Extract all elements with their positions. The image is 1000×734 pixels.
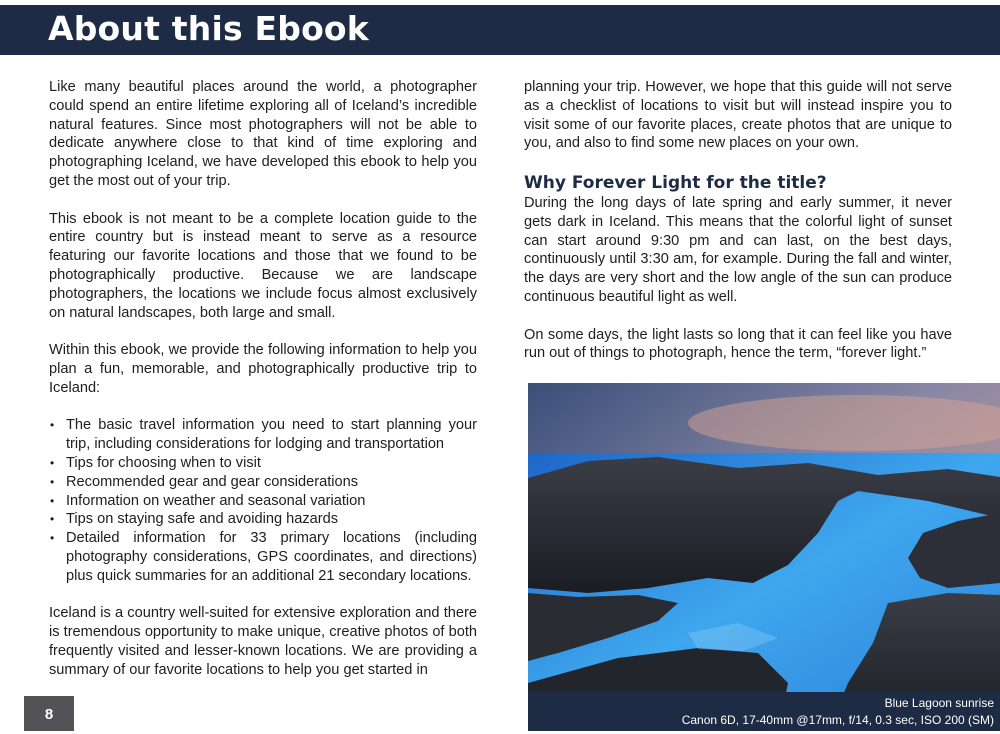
list-item: • The basic travel information you need to start planning your trip, including considerations for lodging and transportation: [49, 416, 477, 454]
paragraph: On some days, the light lasts so long that it can feel like you have run out of things to photograph, hence the term, “forever light.”: [524, 326, 952, 362]
list-item: • Information on weather and seasonal variation: [49, 492, 477, 511]
page-title: About this Ebook: [48, 9, 369, 48]
header-bar: [0, 5, 1000, 55]
paragraph: planning your trip. However, we hope that this guide will not serve as a checklist of locations to visit but will instead inspire you to visit some of our favorite places, create photos that are unique to you, and also to find some new places on your own.: [524, 79, 952, 152]
list-item: • Detailed information for 33 primary locations (including photography considerations, GPS coordinates, and directions) plus quick summaries for an additional 21 secondary locations.: [49, 529, 477, 585]
paragraph: Like many beautiful places around the world, a photographer could spend an entire lifetime exploring all of Iceland’s incredible natural features. Since most photographers will not be able to dedicate anywhere close to that kind of time exploring and photographing Iceland, we have developed this ebook to help you get the most out of your trip.: [49, 79, 477, 189]
paragraph: Within this ebook, we provide the following information to help you plan a fun, memorable, and photographically productive trip to Iceland:: [49, 342, 477, 396]
caption-details: Canon 6D, 17-40mm @17mm, f/14, 0.3 sec, ISO 200 (SM): [681, 713, 994, 727]
info-list: [49, 416, 477, 585]
caption-title: Blue Lagoon sunrise: [884, 696, 994, 710]
section-heading: Why Forever Light for the title?: [524, 172, 827, 193]
photo-caption: [528, 692, 1000, 731]
list-item: • Tips for choosing when to visit: [49, 454, 477, 473]
blue-lagoon-photo: [528, 383, 1000, 731]
paragraph: This ebook is not meant to be a complete location guide to the entire country but is instead meant to serve as a resource featuring our favorite locations and those that we found to be photographically productive. Because we are landscape photographers, the locations we include focus almost exclusively on natural landscapes, both large and small.: [49, 210, 477, 321]
paragraph: Iceland is a country well-suited for extensive exploration and there is tremendous opportunity to make unique, creative photos of both frequently visited and lesser-known locations. We are providing a summary of our favorite locations to help you get started in: [49, 605, 477, 678]
page-number: 8: [24, 696, 74, 731]
right-column: [524, 78, 952, 363]
left-column: [49, 78, 477, 680]
list-item: • Recommended gear and gear considerations: [49, 473, 477, 492]
list-item: • Tips on staying safe and avoiding hazards: [49, 510, 477, 529]
paragraph: During the long days of late spring and early summer, it never gets dark in Iceland. This means that the colorful light of sunset can start around 9:30 pm and can last, on the best days, continuously until 3:30 am, for example. During the fall and winter, the days are very short and the low angle of the sun can produce continuous beautiful light as well.: [524, 194, 952, 305]
